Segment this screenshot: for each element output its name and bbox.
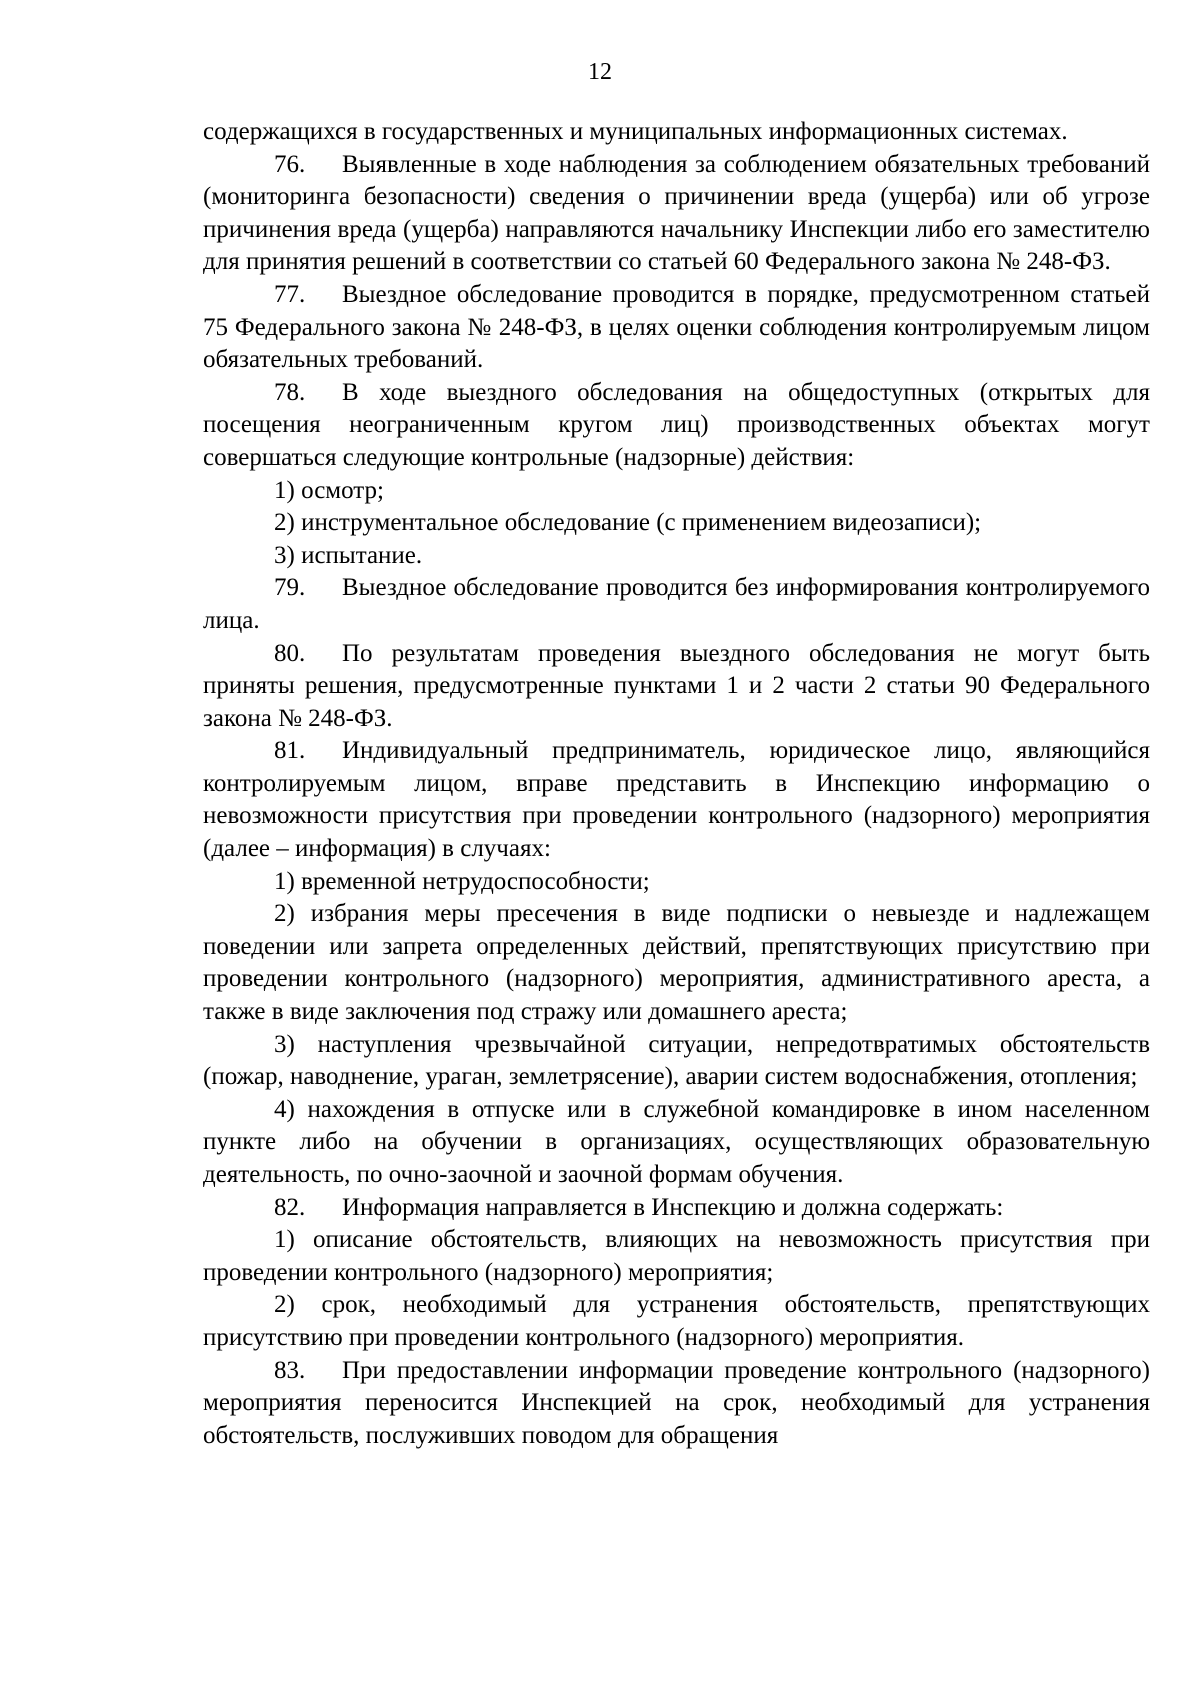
paragraph-number: 79. <box>274 574 306 602</box>
paragraph-82 <box>203 1192 1150 1225</box>
paragraph-text: Выездное обследование проводится в порядке, предусмотренном статьей 75 Федерального закона № 248-ФЗ, в целях оценки соблюдения контролируемым лицом обязательных требований. <box>203 280 1150 374</box>
paragraph-number: 81. <box>274 737 306 765</box>
paragraph-78 <box>203 377 1150 475</box>
paragraph-number: 76. <box>274 150 306 178</box>
list-item <box>203 866 1150 899</box>
paragraph-77 <box>203 279 1150 377</box>
paragraph-text: В ходе выездного обследования на общедоступных (открытых для посещения неограниченным кругом лиц) производственных объектах могут совершаться следующие контрольные (надзорные) действия: <box>203 378 1150 471</box>
list-item-text: 3) наступления чрезвычайной ситуации, непредотвратимых обстоятельств (пожар, наводнение, ураган, землетрясение), аварии систем водоснабжения, отопления; <box>203 1030 1150 1091</box>
paragraph-text: содержащихся в государственных и муниципальных информационных системах. <box>203 118 1068 145</box>
list-item <box>203 1094 1150 1192</box>
paragraph-79 <box>203 572 1150 637</box>
page-number: 12 <box>588 59 612 85</box>
paragraph-number: 78. <box>274 378 306 406</box>
list-item-text: 2) инструментальное обследование (с применением видеозаписи); <box>274 509 982 537</box>
list-item <box>203 507 1150 540</box>
list-item-text: 1) осмотр; <box>274 476 384 504</box>
paragraph-number: 80. <box>274 639 306 667</box>
list-item <box>203 1224 1150 1289</box>
document-body <box>203 116 1150 1452</box>
paragraph-83 <box>203 1355 1150 1453</box>
list-item <box>203 475 1150 508</box>
paragraph-81 <box>203 735 1150 865</box>
paragraph-80 <box>203 638 1150 736</box>
paragraph-text: Информация направляется в Инспекцию и должна содержать: <box>342 1193 1004 1221</box>
paragraph-text: Выявленные в ходе наблюдения за соблюдением обязательных требований (мониторинга безопасности) сведения о причинении вреда (ущерба) или об угрозе причинения вреда (ущерба) направляются начальнику Инспекции либо его заместителю для принятия решений в соответствии со статьей 60 Федерального закона № 248-ФЗ. <box>203 150 1150 276</box>
paragraph-text: Выездное обследование проводится без информирования контролируемого лица. <box>203 574 1150 634</box>
paragraph-text: При предоставлении информации проведение контрольного (надзорного) мероприятия переносится Инспекцией на срок, необходимый для устранения обстоятельств, послуживших поводом для обращения <box>203 1356 1150 1449</box>
paragraph-number: 82. <box>274 1193 306 1221</box>
list-item-text: 1) описание обстоятельств, влияющих на невозможность присутствия при проведении контрольного (надзорного) мероприятия; <box>203 1226 1150 1286</box>
list-item-text: 1) временной нетрудоспособности; <box>274 867 650 895</box>
paragraph-number: 77. <box>274 280 306 308</box>
list-item-text: 3) испытание. <box>274 541 423 569</box>
paragraph-text: Индивидуальный предприниматель, юридическое лицо, являющийся контролируемым лицом, вправе представить в Инспекцию информацию о невозможности присутствия при проведении контрольного (надзорного) мероприятия (далее – информация) в случаях: <box>203 737 1150 863</box>
list-item <box>203 898 1150 1028</box>
paragraph-continuation <box>203 116 1150 149</box>
list-item-text: 2) срок, необходимый для устранения обстоятельств, препятствующих присутствию при проведении контрольного (надзорного) мероприятия. <box>203 1291 1150 1351</box>
paragraph-text: По результатам проведения выездного обследования не могут быть приняты решения, предусмотренные пунктами 1 и 2 части 2 статьи 90 Федерального закона № 248-ФЗ. <box>203 639 1150 732</box>
list-item <box>203 1289 1150 1354</box>
list-item-text: 2) избрания меры пресечения в виде подписки о невыезде и надлежащем поведении или запрета определенных действий, препятствующих присутствию при проведении контрольного (надзорного) мероприятия, административного ареста, а также в виде заключения под стражу или домашнего ареста; <box>203 900 1150 1026</box>
paragraph-76 <box>203 149 1150 279</box>
list-item-text: 4) нахождения в отпуске или в служебной командировке в ином населенном пункте либо на обучении в организациях, осуществляющих образовательную деятельность, по очно-заочной и заочной формам обучения. <box>203 1095 1150 1188</box>
paragraph-number: 83. <box>274 1356 306 1384</box>
list-item <box>203 540 1150 573</box>
list-item <box>203 1029 1150 1094</box>
